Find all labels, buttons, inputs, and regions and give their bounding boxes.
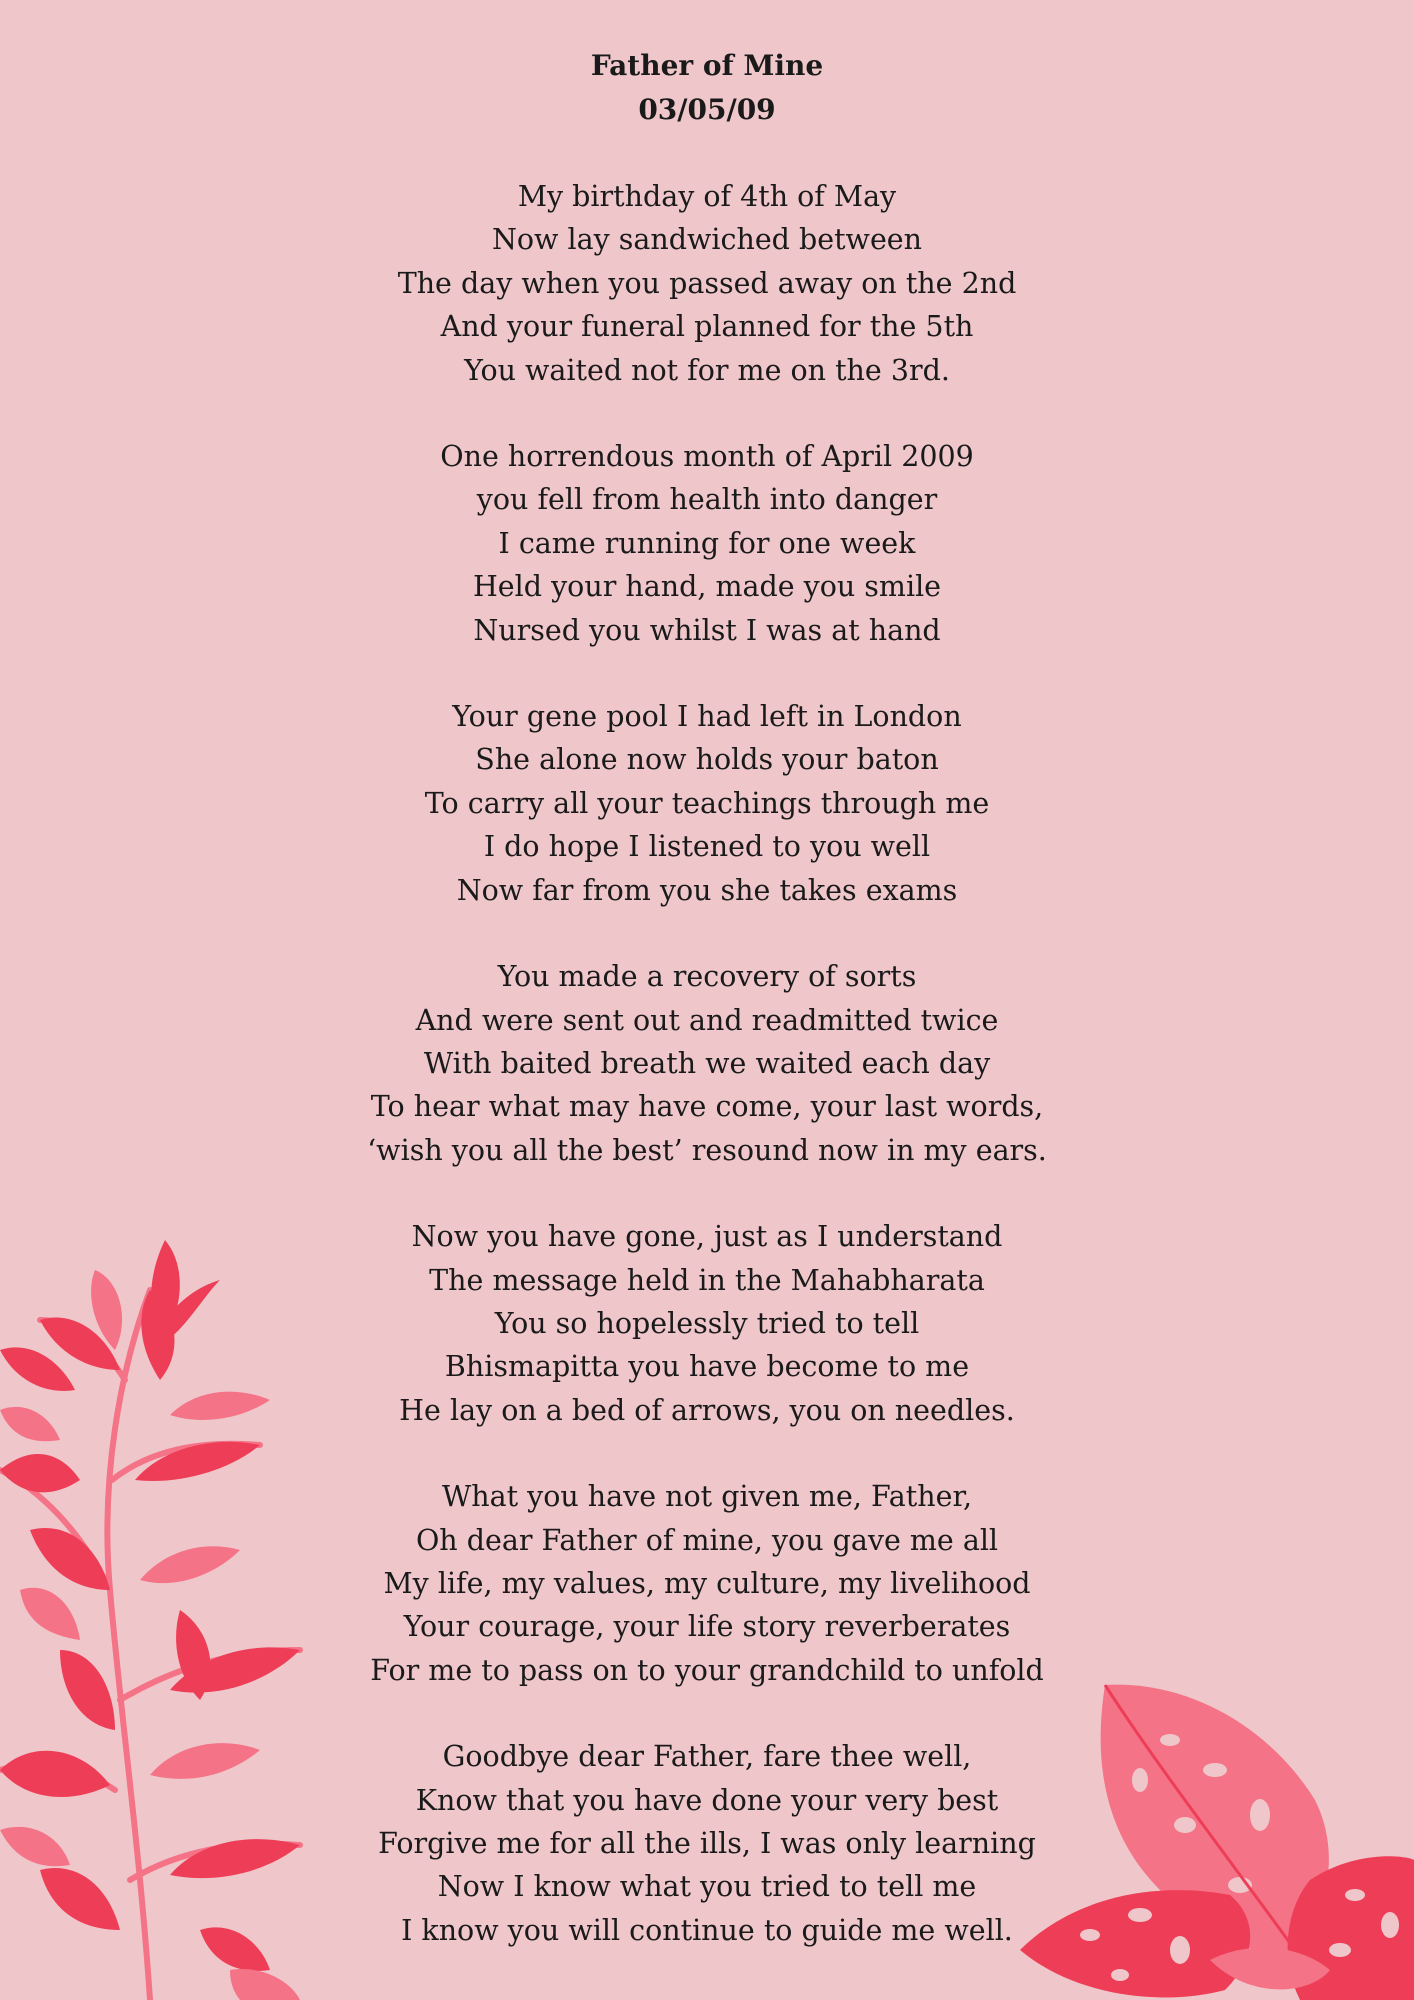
poem-line: And your funeral planned for the 5th (440, 310, 974, 344)
poem-line: You made a recovery of sorts (497, 960, 917, 994)
poem-line: Forgive me for all the ills, I was only learning (378, 1827, 1036, 1860)
poem-line: One horrendous month of April 2009 (440, 440, 974, 474)
poem-line: Your gene pool I had left in London (452, 700, 962, 734)
poem-line: ‘wish you all the best’ resound now in my ears. (367, 1133, 1047, 1167)
poem-line: I know you will continue to guide me well. (401, 1913, 1013, 1947)
poem-line: With baited breath we waited each day (423, 1046, 991, 1080)
poem-line: Oh dear Father of mine, you gave me all (415, 1523, 999, 1557)
poem-line: What you have not given me, Father, (441, 1480, 973, 1514)
stanza (0, 1215, 1414, 1432)
poem-line: I do hope I listened to you well (483, 830, 931, 864)
poem-line: You so hopelessly tried to tell (494, 1306, 920, 1340)
poem-line: Now far from you she takes exams (456, 873, 958, 907)
poem-line: To hear what may have come, your last words, (370, 1090, 1044, 1124)
poem-line: You waited not for me on the 3rd. (464, 353, 950, 387)
stanza (0, 1475, 1414, 1692)
poem-line: The message held in the Mahabharata (429, 1263, 985, 1297)
poem-line: My life, my values, my culture, my livelihood (383, 1566, 1031, 1600)
poem-line: Now I know what you tried to tell me (437, 1870, 977, 1904)
poem-line: Held your hand, made you smile (472, 570, 942, 604)
poem-line: Know that you have done your very best (415, 1783, 999, 1817)
poem-line: Now lay sandwiched between (491, 223, 923, 257)
stanza (0, 175, 1414, 392)
poem-line: Your courage, your life story reverberates (403, 1610, 1011, 1644)
poem-date: 03/05/09 (638, 93, 776, 126)
poem-line: For me to pass on to your grandchild to unfold (370, 1653, 1044, 1687)
poem-line: He lay on a bed of arrows, you on needles. (399, 1393, 1015, 1427)
poem-line: My birthday of 4th of May (517, 180, 897, 213)
poem-line: To carry all your teachings through me (424, 786, 990, 820)
poem-line: Nursed you whilst I was at hand (473, 613, 941, 647)
poem-line: The day when you passed away on the 2nd (397, 266, 1017, 300)
stanza (0, 955, 1414, 1172)
poem-title: Father of Mine (590, 49, 824, 82)
poem-line: Goodbye dear Father, fare thee well, (442, 1740, 972, 1774)
poem-line: She alone now holds your baton (475, 743, 939, 777)
poem-line: you fell from health into danger (476, 483, 938, 517)
poem (0, 44, 1414, 1995)
stanza (0, 435, 1414, 652)
poem-line: And were sent out and readmitted twice (415, 1003, 999, 1037)
poem-line: Now you have gone, just as I understand (411, 1220, 1003, 1254)
poem-line: I came running for one week (498, 526, 916, 560)
stanza (0, 695, 1414, 912)
poem-line: Bhismapitta you have become to me (444, 1350, 970, 1384)
stanza (0, 1735, 1414, 1952)
